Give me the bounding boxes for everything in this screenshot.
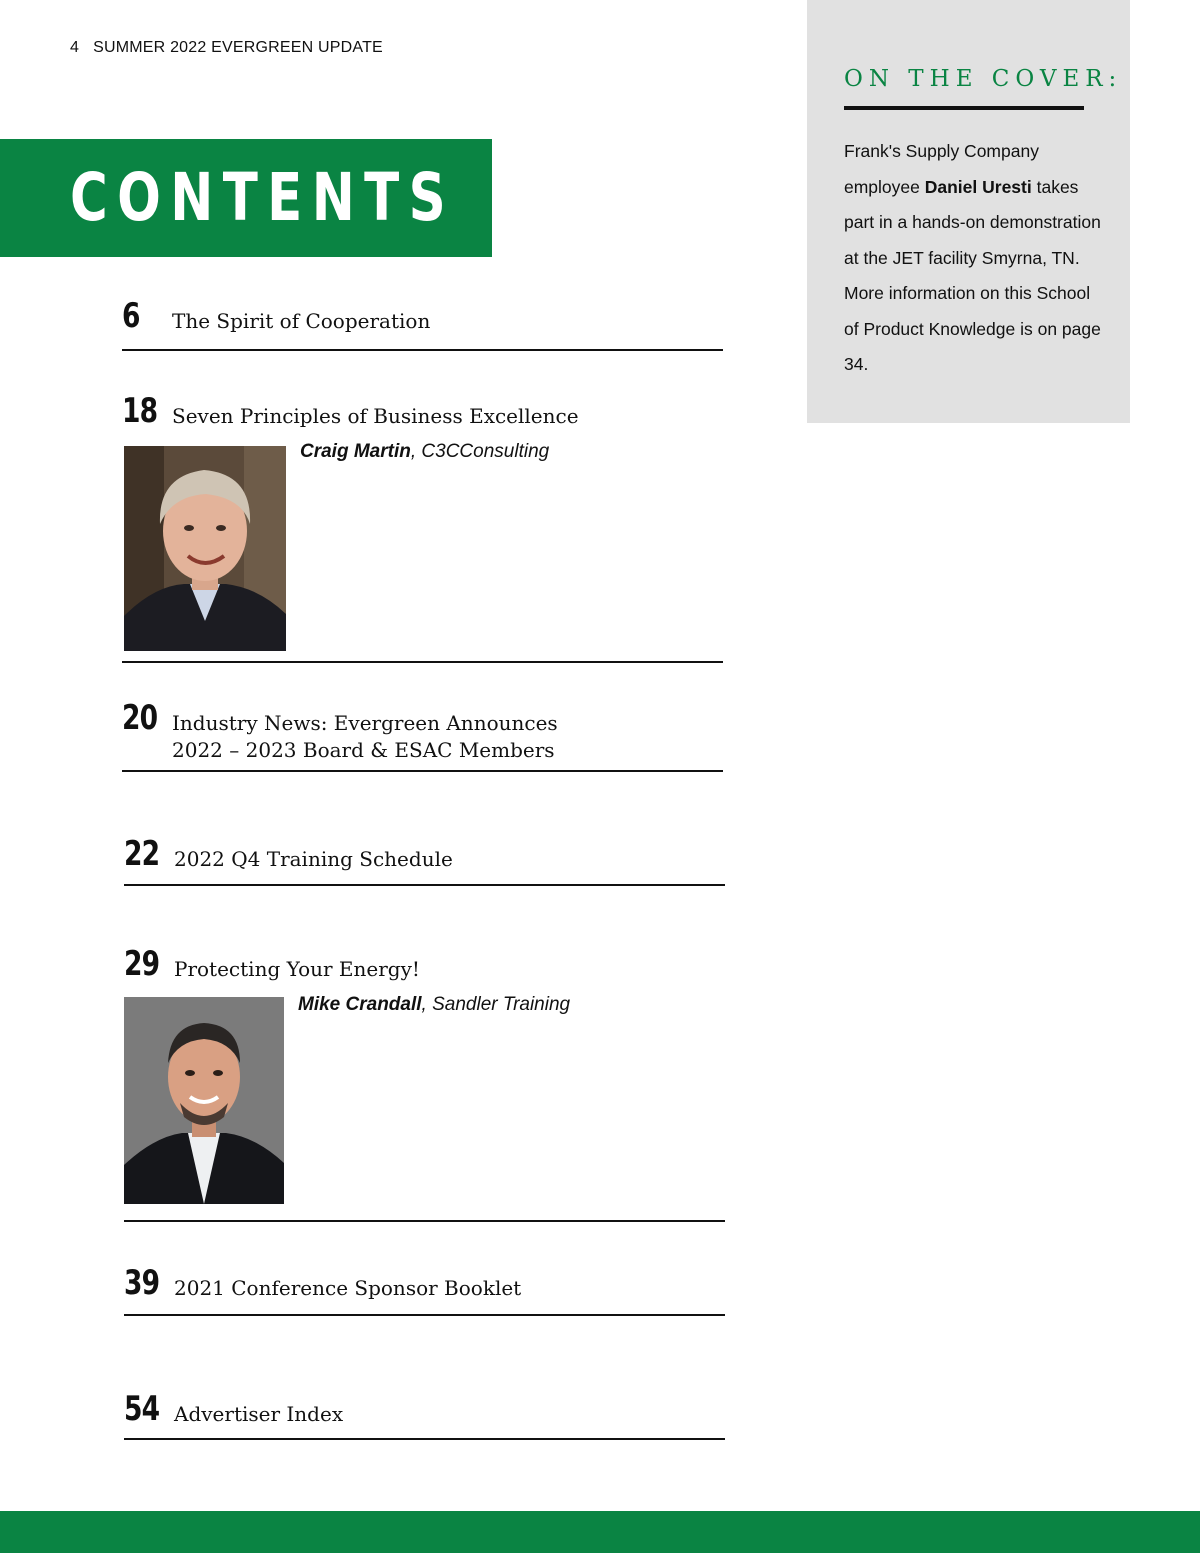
running-header [70,39,383,57]
toc-title-line: 2022 – 2023 Board & ESAC Members [172,738,555,762]
author-name: Mike Crandall [298,994,422,1015]
toc-divider [124,884,725,886]
toc-page-number: 39 [124,1263,160,1303]
author-photo [124,446,286,651]
toc-divider [124,1314,725,1316]
cover-caption-name: Daniel Uresti [924,176,1032,197]
footer-bar [0,1511,1200,1553]
author-credit [298,994,570,1016]
toc-divider [122,661,723,663]
cover-heading: ON THE COVER: [844,66,1123,92]
author-org: , C3CConsulting [410,441,550,462]
toc-page-number: 6 [122,296,140,336]
toc-title: Advertiser Index [174,1402,344,1426]
mike-crandall-portrait-icon [124,997,284,1204]
toc-divider [122,349,723,351]
toc-divider [124,1438,725,1440]
toc-title: The Spirit of Cooperation [172,309,431,333]
toc-page-number: 22 [124,834,160,874]
toc-page-number: 18 [122,391,158,431]
toc-page-number: 29 [124,944,160,984]
author-name: Craig Martin [300,441,411,462]
author-photo [124,997,284,1204]
cover-caption [844,134,1104,383]
toc-divider [122,770,723,772]
running-title: SUMMER 2022 EVERGREEN UPDATE [93,39,383,56]
toc-title: Protecting Your Energy! [174,957,420,981]
cover-caption-text: takes part in a hands-on demonstration at the JET facility Smyrna, TN. More information on this School of Product Knowledge is on page 34. [844,176,1101,374]
toc-title: 2022 Q4 Training Schedule [174,847,453,871]
toc-title: Seven Principles of Business Excellence [172,404,579,428]
craig-martin-portrait-icon [124,446,286,651]
toc-page-number: 54 [124,1389,160,1429]
cover-caption-text: Frank's Supply Company employee [844,141,1039,197]
author-credit [300,441,549,463]
cover-sidebar [807,0,1130,423]
toc-page-number: 20 [122,698,158,738]
toc-title-line: Industry News: Evergreen Announces [172,711,558,735]
author-org: , Sandler Training [421,994,571,1015]
page-number: 4 [70,39,80,56]
cover-heading-rule [844,106,1084,110]
contents-heading: CONTENTS [70,159,456,236]
toc-title: 2021 Conference Sponsor Booklet [174,1276,522,1300]
toc-divider [124,1220,725,1222]
